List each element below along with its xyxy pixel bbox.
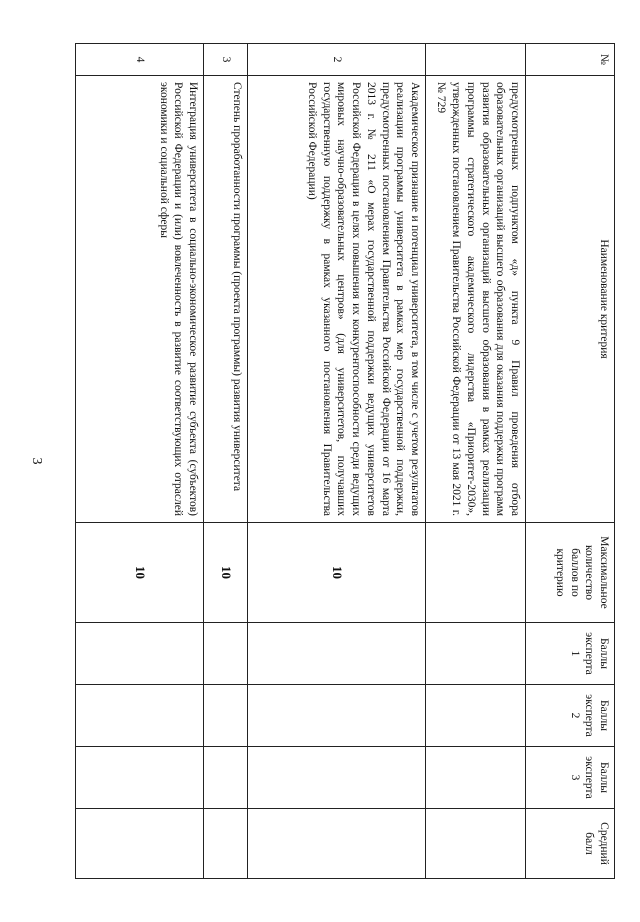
row-average-score [426, 809, 526, 879]
row-expert-2-score [204, 685, 248, 747]
header-expert-2: Баллы эксперта 2 [526, 685, 615, 747]
row-expert-3-score [204, 747, 248, 809]
criteria-table [75, 43, 615, 879]
row-expert-3-score [248, 747, 426, 809]
row-expert-1-score [426, 623, 526, 685]
row-criterion-name: Академическое признание и потенциал университета, в том числе с учетом результатов реализации программы университета в рамках мер государственной поддержки, предусмотренных постановлением Правительства Российской Федерации от 16 марта 2013 г. № 211 «О мерах государственной поддержки ведущих университетов Российской Федерации в целях повышения их конкурентоспособности среди ведущих мировых научно-образовательных центров» (для университетов, получавших государственную поддержку в рамках указанного постановления Правительства Российской Федерации) [248, 76, 426, 523]
row-expert-3-score [76, 747, 204, 809]
row-expert-1-score [204, 623, 248, 685]
row-average-score [76, 809, 204, 879]
row-max-score: 10 [248, 523, 426, 623]
header-criterion-name: Наименование критерия [526, 76, 615, 523]
row-num: 2 [248, 44, 426, 76]
row-max-score: 10 [76, 523, 204, 623]
header-expert-3: Баллы эксперта 3 [526, 747, 615, 809]
rotated-page-content [75, 43, 615, 879]
row-criterion-name: Степень проработанности программы (проекта программы) развития университета [204, 76, 248, 523]
row-expert-2-score [426, 685, 526, 747]
page-number: 3 [29, 457, 44, 465]
table-row [76, 44, 204, 879]
header-expert-1: Баллы эксперта 1 [526, 623, 615, 685]
row-expert-1-score [248, 623, 426, 685]
row-max-score: 10 [204, 523, 248, 623]
header-num: № [526, 44, 615, 76]
row-expert-1-score [76, 623, 204, 685]
row-num: 4 [76, 44, 204, 76]
row-criterion-name: предусмотренных подпунктом «д» пункта 9 Правил проведения отбора образовательных организаций высшего образования для оказания поддержки программ развития образовательных организаций высшего образования в рамках реализации программы стратегического академического лидерства «Приоритет-2030», утвержденных постановлением Правительства Российской Федерации от 13 мая 2021 г. № 729 [426, 76, 526, 523]
row-criterion-name: Интеграция университета в социально-экономическое развитие субъекта (субъектов) Российской Федерации и (или) вовлеченность в развитие соответствующих отраслей экономики и социальной сферы [76, 76, 204, 523]
table-row [426, 44, 526, 879]
header-average: Средний балл [526, 809, 615, 879]
row-expert-2-score [76, 685, 204, 747]
row-average-score [204, 809, 248, 879]
row-expert-2-score [248, 685, 426, 747]
row-max-score [426, 523, 526, 623]
row-num [426, 44, 526, 76]
row-expert-3-score [426, 747, 526, 809]
header-max-score: Максимальное количество баллов по критерию [526, 523, 615, 623]
table-header-row [526, 44, 615, 879]
row-average-score [248, 809, 426, 879]
table-row [248, 44, 426, 879]
table-row [204, 44, 248, 879]
row-num: 3 [204, 44, 248, 76]
